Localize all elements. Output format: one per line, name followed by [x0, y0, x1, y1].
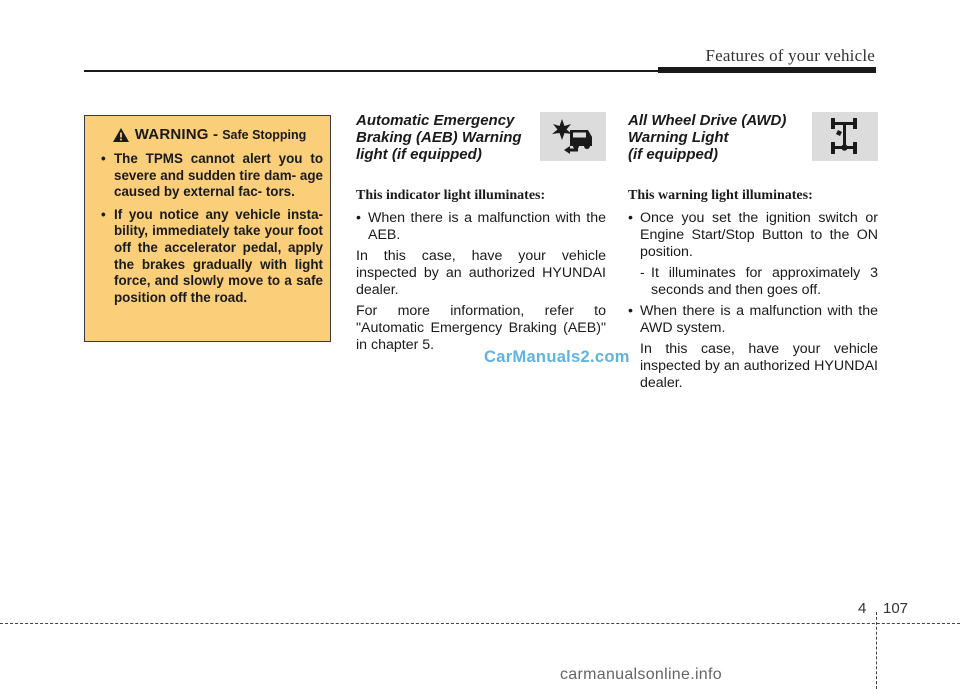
- page-number: 107: [883, 600, 909, 617]
- warning-title: [95, 126, 323, 143]
- awd-warning-icon: [812, 112, 878, 161]
- footer-rule: [0, 623, 960, 624]
- warning-triangle-icon: [112, 127, 130, 143]
- awd-subheading: This warning light illuminates:: [628, 188, 813, 203]
- aeb-warning-icon: [540, 112, 606, 161]
- warning-subtitle: Safe Stopping: [222, 127, 307, 142]
- warning-item: • If you notice any vehicle insta- bility, immediately take your foot off the accelerator pedal, apply the brakes gradually with light force, and slowly move to a safe position off the road.: [101, 206, 323, 305]
- awd-bullet: • Once you set the ignition switch or Engine Start/Stop Button to the ON position.: [628, 210, 878, 260]
- header-rule-accent: [658, 67, 876, 73]
- footer-divider: [876, 612, 877, 689]
- warning-list: [95, 151, 323, 306]
- page-header-title: Features of your vehicle: [705, 46, 875, 65]
- awd-paragraph: In this case, have your vehicle inspected by an authorized HYUNDAI dealer.: [640, 341, 878, 391]
- aeb-bullet: • When there is a malfunction with the AEB.: [356, 210, 606, 243]
- footer-watermark[interactable]: carmanualsonline.info: [560, 666, 722, 683]
- awd-dash-item: - It illuminates for approximately 3 seconds and then goes off.: [640, 265, 878, 298]
- aeb-section: [356, 112, 606, 358]
- warning-item: • The TPMS cannot alert you to severe and sudden tire dam- age caused by external fac- tors.: [101, 151, 323, 200]
- warning-label: WARNING -: [134, 126, 219, 143]
- awd-section-title: All Wheel Drive (AWD) Warning Light (if equipped): [628, 112, 787, 163]
- aeb-paragraph: In this case, have your vehicle inspected by an authorized HYUNDAI dealer.: [356, 248, 606, 298]
- warning-box: [84, 115, 331, 342]
- chapter-number: 4: [858, 600, 867, 617]
- watermark-link[interactable]: CarManuals2.com: [484, 348, 630, 366]
- aeb-subheading: This indicator light illuminates:: [356, 188, 546, 203]
- aeb-section-title: Automatic Emergency Braking (AEB) Warning light (if equipped): [356, 112, 522, 163]
- aeb-reference: For more information, refer to "Automatic Emergency Braking (AEB)" in chapter 5.: [356, 303, 606, 353]
- awd-section: [628, 112, 878, 396]
- awd-bullet: • When there is a malfunction with the AWD system.: [628, 303, 878, 336]
